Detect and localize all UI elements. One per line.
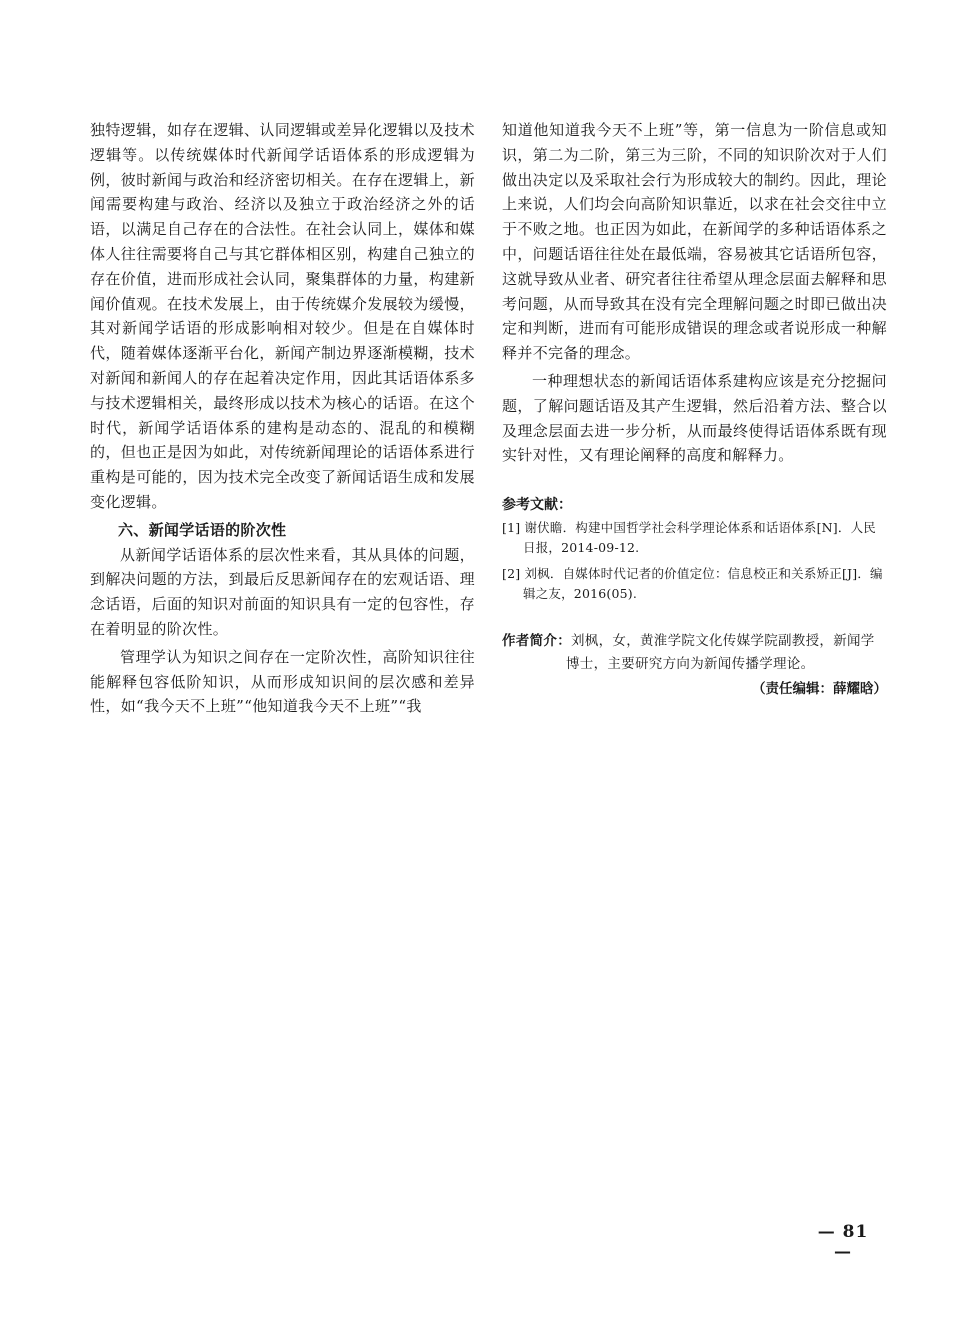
body-paragraph: 从新闻学话语体系的层次性来看，其从具体的问题，到解决问题的方法，到最后反思新闻存在的宏观话语、理念话语，后面的知识对前面的知识具有一定的包容性，存在着明显的阶次性。	[90, 545, 475, 638]
left-column	[90, 118, 475, 719]
page-number: — 81 —	[817, 1222, 869, 1262]
body-paragraph: 知道他知道我今天不上班”等，第一信息为一阶信息或知识，第二为二阶，第三为三阶，不同的知识阶次对于人们做出决定以及采取社会行为形成较大的制约。因此，理论上来说，人们均会向高阶知识靠近，以求在社会交往中立于不败之地。也正因为如此，在新闻学的多种话语体系之中，问题话语往往处在最低端，容易被其它话语所包容，这就导致从业者、研究者往往希望从理念层面去解释和思考问题，从而导致其在没有完全理解问题之时即已做出决定和判断，进而有可能形成错误的理念或者说形成一种解释并不完备的理念。	[502, 121, 887, 363]
reference-item: [2] 刘枫．自媒体时代记者的价值定位：信息校正和关系矫正[J]．编辑之友，2016(05).	[502, 566, 883, 602]
reference-item: [1] 谢伏瞻．构建中国哲学社会科学理论体系和话语体系[N]．人民日报，2014-09-12.	[502, 520, 876, 556]
section-heading: 六、新闻学话语的阶次性	[118, 520, 287, 539]
references-title: 参考文献：	[502, 497, 572, 514]
author-bio	[502, 630, 887, 676]
body-paragraph: 管理学认为知识之间存在一定阶次性，高阶知识往往能解释包容低阶知识，从而形成知识间的层次感和差异性，如“我今天不上班”“他知道我今天不上班”“我	[90, 647, 475, 716]
author-bio-label: 作者简介：	[502, 633, 571, 650]
body-paragraph: 一种理想状态的新闻话语体系建构应该是充分挖掘问题，了解问题话语及其产生逻辑，然后沿着方法、整合以及理念层面去进一步分析，从而最终使得话语体系既有现实针对性，又有理论阐释的高度和解释力。	[502, 371, 887, 465]
body-paragraph: 独特逻辑，如存在逻辑、认同逻辑或差异化逻辑以及技术逻辑等。以传统媒体时代新闻学话语体系的形成逻辑为例，彼时新闻与政治和经济密切相关。在存在逻辑上，新闻需要构建与政治、经济以及独立于政治经济之外的话语，以满足自己存在的合法性。在社会认同上，媒体和媒体人往往需要将自己与其它群体相区别，构建自己独立的存在价值，进而形成社会认同，聚集群体的力量，构建新闻价值观。在技术发展上，由于传统媒介发展较为缓慢，其对新闻学话语的形成影响相对较少。但是在自媒体时代，随着媒体逐渐平台化，新闻产制边界逐渐模糊，技术对新闻和新闻人的存在起着决定作用，因此其话语体系多与技术逻辑相关，最终形成以技术为核心的话语。在这个时代，新闻学话语体系的建构是动态的、混乱的和模糊的，但也正是因为如此，对传统新闻理论的话语体系进行重构是可能的，因为技术完全改变了新闻话语生成和发展变化逻辑。	[90, 121, 475, 511]
editor-note: （责任编辑：薛耀晗）	[752, 681, 887, 698]
author-bio-text: 刘枫，女，黄淮学院文化传媒学院副教授，新闻学博士，主要研究方向为新闻传播学理论。	[566, 633, 875, 673]
references-section	[502, 494, 887, 604]
right-column	[502, 118, 887, 700]
